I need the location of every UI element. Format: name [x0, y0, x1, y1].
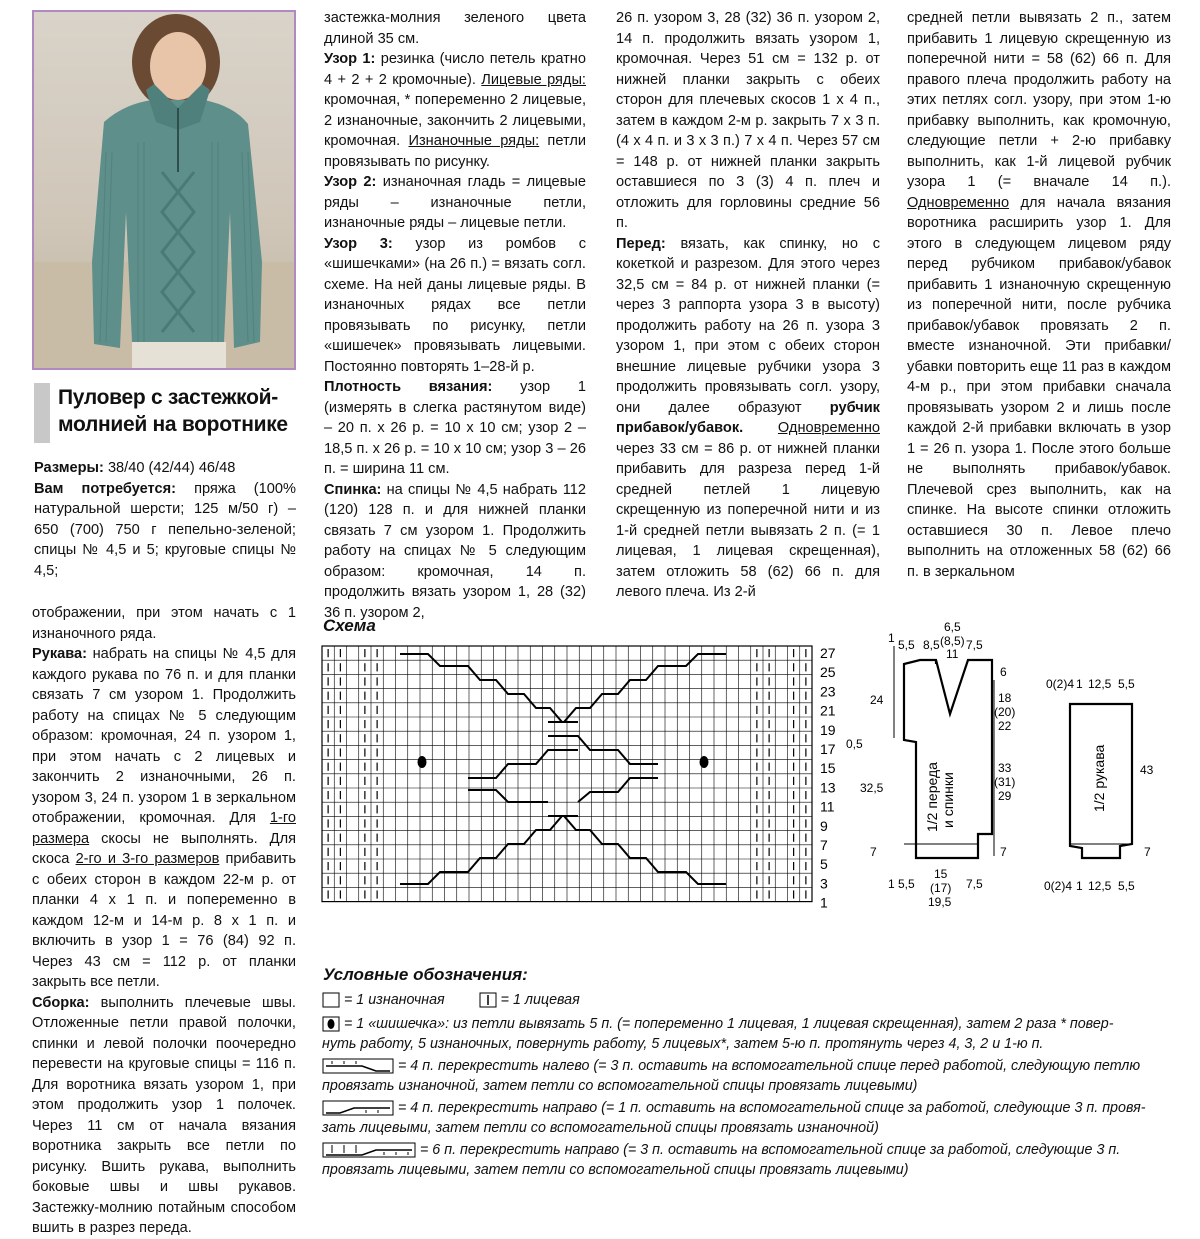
body-top-2: 5,5: [898, 638, 915, 652]
body-bottom-3: 15: [934, 867, 948, 881]
sleeve-top-4: 5,5: [1118, 677, 1135, 691]
pattern3-label: Узор 3:: [324, 235, 393, 252]
pattern2-label: Узор 2:: [324, 174, 377, 190]
body-right-5: 33: [998, 761, 1012, 775]
body-label-2: и спинки: [940, 772, 956, 828]
column-3: [616, 8, 880, 603]
body-bottom-4: (17): [930, 881, 952, 895]
sleeves-text: набрать на спицы № 4,5 для каждого рукава по 76 п. и для планки связать 7 см узором 1. Продолжить работу на спицах № 5 следующим образом: кромочная, 24 п. узором 1, при этом начать с 2 лицевых и закончить 2 изнаночными, 26 п. узором 3, 24 п. узором 1 в зеркальном отображении, кромочная. Для: [32, 646, 296, 826]
chart-row-label: 21: [820, 702, 836, 719]
body-top-1: 1: [888, 631, 895, 645]
front-space: [743, 420, 778, 436]
sleeve-bottom-1: 0(2)4: [1044, 879, 1073, 893]
sleeve-top-2: 1: [1076, 677, 1083, 691]
back-label: Спинка:: [324, 481, 382, 498]
body-bottom-1: 1: [888, 877, 895, 891]
pattern1-text-c: петли провязывать по рисунку.: [324, 133, 586, 170]
body-top-3: 8,5: [923, 638, 940, 652]
pattern1-wrong-rows: Изнаночные ряды:: [408, 133, 540, 149]
body-left-4: 7: [870, 845, 877, 859]
front-bold: рубчик прибавок/убавок.: [616, 399, 880, 436]
sleeves-size1: 1-го размера: [32, 810, 296, 847]
materials-label: Вам потребуется:: [34, 480, 176, 497]
back-text: на спицы № 4,5 набрать 112 (120) 128 п. и для нижней планки связать 7 см узором 1. Продолжить работу на спицах № 5 следующим образом: кромочная, 14 п. продолжить вязать узором 1, 28 (32) 36 п. узором 2,: [324, 481, 586, 621]
column-2: [324, 8, 586, 623]
body-right-8: 7: [1000, 845, 1007, 859]
back-text-continued: 26 п. узором 3, 28 (32) 36 п. узором 2, 14 п. продолжить вязать узором 1, кромочная. Через 51 см = 132 р. от нижней планки закрыть с обеих сторон для плечевых скосов 1 х 4 п., затем в каждом 2-м р. закрыть 7 х 3 п. (4 х 4 п. и 3 х 3 п.) 7 х 4 п. Через 57 см = 148 р. от нижней планки закрыть оставшиеся по 3 (3) 4 п. плеч и отложить для горловины средние 56 п.: [616, 10, 880, 231]
legend-purl: = 1 изнаночная: [343, 992, 445, 1008]
pattern2-text: изнаночная гладь = лицевые ряды – изнаночные петли, изнаночные ряды – лицевые петли.: [324, 174, 586, 231]
sleeves-text-c: прибавить с обеих сторон в каждом 22-м р. от планки 4 х 1 п. и попеременно в каждом 12-м и 14-м р. 8 х 1 п. и включить в узор 1 = 76 (84) 92 п. Через 43 см = 112 р. от планки закрыть все петли.: [32, 851, 297, 990]
chart-heading: Схема: [323, 616, 376, 635]
sleeve-top-3: 12,5: [1088, 677, 1112, 691]
sleeve-bottom-3: 12,5: [1088, 879, 1112, 893]
collar-simultaneously: Одновременно: [907, 194, 1010, 211]
body-bottom-2: 5,5: [898, 877, 915, 891]
legend-cross6r-1: = 6 п. перекрестить направо (= 3 п. оставить на вспомогательной спице за работой, следующие 3 п.: [419, 1142, 1121, 1158]
bobble-symbol-icon: [322, 1016, 340, 1032]
chart-row-label: 1: [820, 894, 828, 910]
sleeve-label: 1/2 рукава: [1091, 744, 1107, 812]
zipper-text: застежка-молния зеленого цвета длиной 35 см.: [324, 10, 586, 47]
article-title: Пуловер с застежкой-молнией на воротнике: [58, 386, 288, 436]
sleeve-top-1: 0(2)4: [1046, 677, 1075, 691]
sleeves-label: Рукава:: [32, 646, 88, 662]
chart-row-label: 19: [820, 721, 836, 738]
legend-bobble-2: нуть работу, 5 изнаночных, повернуть работу, 5 лицевых*, затем 5-ю п. протянуть через 4, 3, 2 и 1-ю п.: [322, 1036, 1044, 1052]
body-left-2: 0,5: [846, 737, 863, 751]
materials-text: пряжа (100% натуральной шерсти; 125 м/50 г) – 650 (700) 750 г пепельно-зеленой; спицы № 4,5 и 5; круговые спицы № 4,5;: [34, 480, 296, 579]
gauge-label: Плотность вязания:: [324, 379, 493, 395]
column-4: [907, 8, 1171, 582]
body-bottom-6: 7,5: [966, 877, 983, 891]
bobble-right: [700, 756, 709, 768]
body-right-6: (31): [994, 775, 1016, 789]
legend-cross4r-2: зать лицевыми, затем петли со вспомогательной спицы провязать изнаночной): [322, 1120, 879, 1136]
cross-4-left-icon: [322, 1058, 394, 1074]
collar-text: для начала вязания воротника расширить узор 1. Для этого в следующем лицевом ряду перед рубчиком прибавок/убавок прибавить 1 изнаночную скрещенную из поперечной нити, после рубчика прибавок/убавок провязать 2 п. вместе изнаночной. Эти прибавки/убавки повторить еще 11 раз в каждом 4-м р., при этом прибавки сначала провязывать узором 2 и лишь после каждой 2-й прибавки включать в узор 1 = 26 п. узора 1. После этого больше не выполнять прибавок/убавок. Плечевой срез выполнить, как на спинке. На высоте спинки отложить оставшиеся 30 п. Левое плечо выполнить на отложенных 58 (62) 66 п. в зеркальном: [907, 194, 1171, 580]
chart-row-label: 15: [820, 760, 836, 777]
front-text: вязать, как спинку, но с кокеткой и разрезом. Для этого через 32,5 см = 84 р. от нижней планки (= через 3 раппорта узора 3 в высоту) продолжить работу на 26 п. узора 3 узором 1, при этом с обеих сторон внешние лицевые рубчики узора 3 продолжить провязывать согл. узору, они далее образуют: [616, 235, 880, 416]
front-label: Перед:: [616, 235, 666, 252]
body-right-7: 29: [998, 789, 1012, 803]
chart-row-label: 7: [820, 837, 828, 853]
column-1: [34, 458, 296, 581]
body-label-1: 1/2 переда: [924, 762, 940, 832]
bobble-left: [418, 756, 427, 768]
body-right-2: 18: [998, 691, 1012, 705]
sleeves-size23: 2-го и 3-го размеров: [75, 851, 220, 867]
chart-row-label: 3: [820, 875, 828, 892]
body-top-5: (8,5): [940, 634, 965, 648]
front-right-shoulder: средней петли вывязать 2 п., затем прибавить 1 лицевую скрещенную из поперечной нити = 58 (62) 66 п. Для правого плеча продолжить работу на этих петлях согл. узору, при этом 1-ю прибавку выполнить, как кромочную, следующие петли + 2-ю прибавку выполнить, как 1-й лицевой рубчик узора 1 (= вначале 14 п.).: [907, 10, 1171, 190]
body-right-3: (20): [994, 705, 1016, 719]
legend-cross4r-1: = 4 п. перекрестить направо (= 1 п. оставить на вспомогательной спице за работой, следующие 3 п. провя-: [397, 1100, 1146, 1116]
cross-6-right-icon: [322, 1142, 416, 1158]
front-text-b: через 33 см = 86 р. от нижней планки прибавить для разреза перед 1-й средней петлей 1 лицевую скрещенную из поперечной нити и из 1-й средней петли вывязать 2 п. (= 1 лицевая, 1 лицевая скрещенная), затем отложить 58 (62) 66 п. для левого плеча. Из 2-й: [616, 440, 880, 600]
chart-row-label: 13: [820, 779, 836, 796]
body-right-1: 6: [1000, 665, 1007, 679]
legend-knit: = 1 лицевая: [500, 992, 580, 1008]
chart-row-label: 5: [820, 856, 828, 873]
title-accent-bar: [34, 383, 50, 443]
body-left-1: 24: [870, 693, 884, 707]
sleeves-text-b: скосы не выполнять. Для скоса: [32, 830, 296, 867]
sleeve-right-2: 7: [1144, 845, 1151, 859]
legend-cross4l-2: провязать изнаночной, затем петли со вспомогательной спицы провязать лицевыми): [322, 1078, 918, 1094]
sleeve-bottom-2: 1: [1076, 879, 1083, 893]
knit-symbol-icon: [479, 992, 497, 1008]
chart-row-label: 17: [820, 741, 836, 757]
sleeve-bottom-4: 5,5: [1118, 879, 1135, 893]
chart-row-label: 25: [820, 664, 836, 681]
chart-row-label: 11: [820, 798, 835, 815]
sizes-value: 38/40 (42/44) 46/48: [103, 460, 236, 476]
legend-cross4l-1: = 4 п. перекрестить налево (= 3 п. оставить на вспомогательной спице перед работой, следующую петлю: [397, 1058, 1141, 1074]
chart-row-label: 9: [820, 817, 828, 834]
pattern1-label: Узор 1:: [324, 51, 376, 67]
chart-row-label: 27: [820, 645, 836, 661]
front-simultaneously: Одновременно: [777, 420, 880, 436]
body-top-6: 11: [946, 647, 959, 661]
mirror-text: отображении, при этом начать с 1 изнаночного ряда.: [32, 605, 296, 642]
sleeve-right-1: 43: [1140, 763, 1154, 777]
legend-heading: Условные обозначения:: [323, 965, 528, 984]
knitting-chart: [318, 640, 838, 910]
purl-symbol-icon: [322, 992, 340, 1008]
assembly-label: Сборка:: [32, 994, 90, 1011]
pattern1-right-rows: Лицевые ряды:: [481, 71, 586, 88]
legend-cross6r-2: провязать лицевыми, затем петли со вспомогательной спицы провязать лицевыми): [322, 1162, 909, 1178]
body-bottom-5: 19,5: [928, 895, 952, 909]
gauge-text: узор 1 (измерять в слегка растянутом виде) – 20 п. х 26 р. = 10 х 10 см; узор 2 – 18,5 п. х 26 р. = 10 х 10 см; узор 3 – 26 п. = ширина 11 см.: [324, 379, 586, 477]
cross-4-right-icon: [322, 1100, 394, 1116]
pattern1-text-b: кромочная, * попеременно 2 лицевые, 2 изнаночные, закончить 2 лицевыми, кромочная.: [324, 92, 586, 149]
column-5: [32, 603, 296, 1239]
legend-bobble-1: = 1 «шишечка»: из петли вывязать 5 п. (= попеременно 1 лицевая, 1 лицевая скрещенная), затем 2 раза * повер-: [343, 1016, 1114, 1032]
assembly-text: выполнить плечевые швы. Отложенные петли правой полочки, спинки и левой полочки поочередно перевести на круговые спицы = 116 п. Для воротника вязать узором 1, при этом продолжить узор 1 полочек. Через 11 см от начала вязания воротника закрыть все петли по рисунку. Вшить рукава, выполнить боковые швы и швы рукавов. Застежку-молнию потайным способом вшить в разрез переда.: [32, 994, 296, 1236]
pattern1-text: резинка (число петель кратно 4 + 2 + 2 кромочные).: [324, 51, 586, 88]
body-top-7: 7,5: [966, 638, 983, 652]
body-top-4: 6,5: [944, 620, 961, 634]
garment-schematic: [840, 616, 1190, 916]
sizes-label: Размеры:: [34, 460, 104, 476]
body-right-4: 22: [998, 719, 1012, 733]
chart-row-label: 23: [820, 683, 836, 700]
body-left-3: 32,5: [860, 781, 884, 795]
pattern3-text: узор из ромбов с «шишечками» (на 26 п.) = вязать согл. схеме. На ней даны лицевые ряды. В изнаночных рядах все петли провязывать по рисунку, петли «шишечек» провязывать лицевыми. Постоянно повторять 1–28-й р.: [324, 235, 586, 375]
model-photo: [32, 10, 296, 370]
